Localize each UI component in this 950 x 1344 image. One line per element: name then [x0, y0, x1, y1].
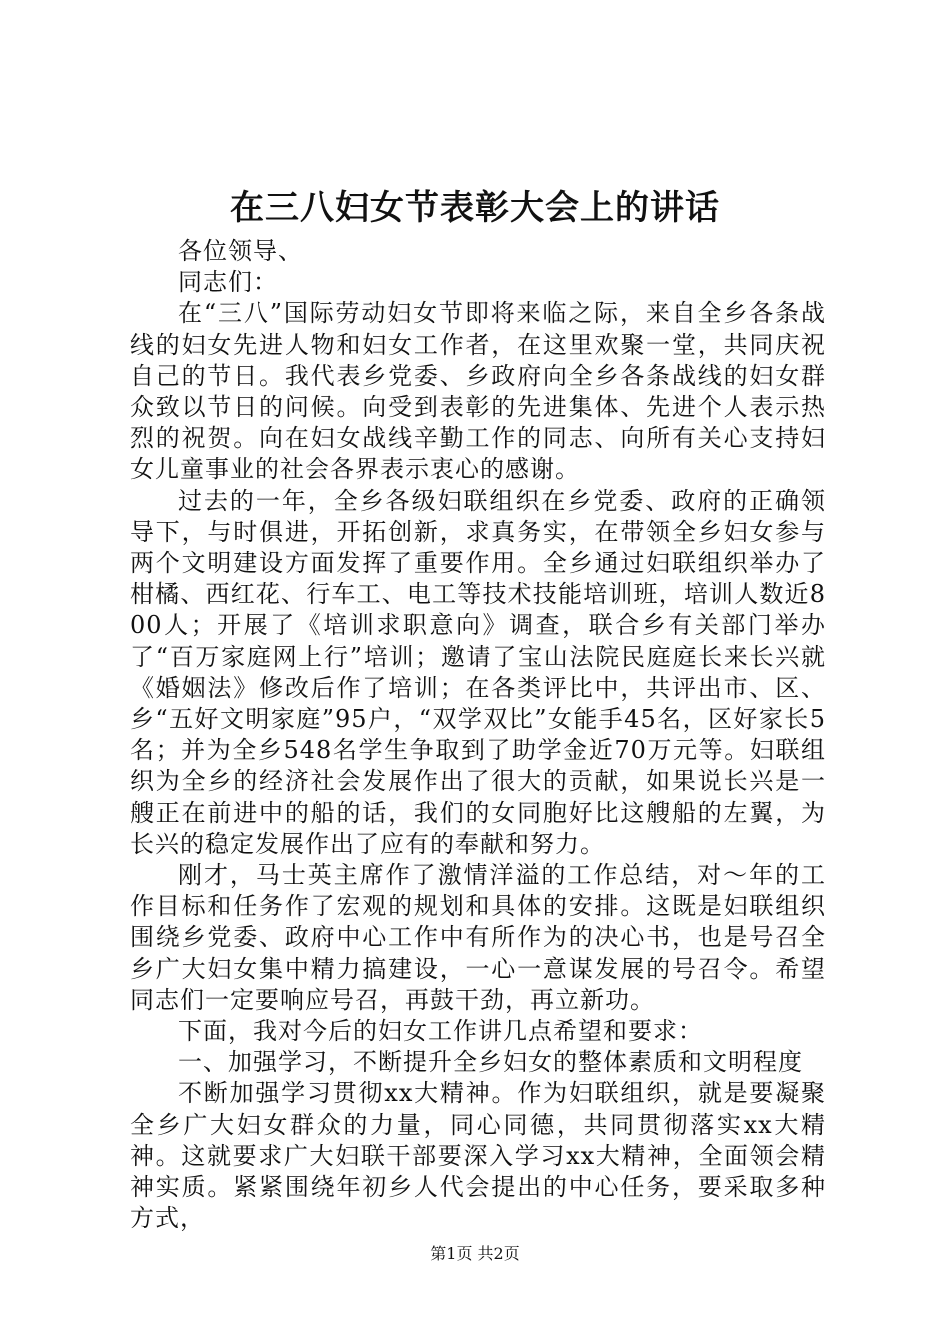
body-paragraph: 下面，我对今后的妇女工作讲几点希望和要求： [178, 1017, 703, 1046]
body-paragraph: 刚才，马士英主席作了激情洋溢的工作总结，对～年的工作目标和任务作了宏观的规划和具体的安排。这既是妇联组织围绕乡党委、政府中心工作中有所作为的决心书，也是号召全乡广大妇女集中精力搞建设，一心一意谋发展的号召令。希望同志们一定要响应号召，再鼓干劲，再立新功。 [130, 861, 826, 1014]
section-heading: 一、加强学习，不断提升全乡妇女的整体素质和文明程度 [178, 1048, 803, 1077]
document-title: 在三八妇女节表彰大会上的讲话 [230, 188, 720, 228]
salutation-line: 各位领导、 [178, 237, 303, 265]
body-paragraph: 过去的一年，全乡各级妇联组织在乡党委、政府的正确领导下，与时俱进，开拓创新，求真务实，在带领全乡妇女参与两个文明建设方面发挥了重要作用。全乡通过妇联组织举办了柑橘、西红花、行车工、电工等技术技能培训班，培训人数近800人；开展了《培训求职意向》调查，联合乡有关部门举办了“百万家庭网上行”培训；邀请了宝山法院民庭庭长来长兴就《婚姻法》修改后作了培训；在各类评比中，共评出市、区、乡“五好文明家庭”95户，“双学双比”女能手45名，区好家长5名；并为全乡548名学生争取到了助学金近70万元等。妇联组织为全乡的经济社会发展作出了很大的贡献，如果说长兴是一艘正在前进中的船的话，我们的女同胞好比这艘船的左翼，为长兴的稳定发展作出了应有的奉献和努力。 [130, 486, 826, 858]
document-body [130, 236, 826, 1235]
page-footer: 第1页 共2页 [430, 1244, 520, 1263]
body-paragraph: 在“三八”国际劳动妇女节即将来临之际，来自全乡各条战线的妇女先进人物和妇女工作者，在这里欢聚一堂，共同庆祝自己的节日。我代表乡党委、乡政府向全乡各条战线的妇女群众致以节日的问候。向受到表彰的先进集体、先进个人表示热烈的祝贺。向在妇女战线辛勤工作的同志、向所有关心支持妇女儿童事业的社会各界表示衷心的感谢。 [130, 299, 826, 484]
body-paragraph: 不断加强学习贯彻xx大精神。作为妇联组织，就是要凝聚全乡广大妇女群众的力量，同心同德，共同贯彻落实xx大精神。这就要求广大妇联干部要深入学习xx大精神，全面领会精神实质。紧紧围绕年初乡人代会提出的中心任务，要采取多种方式， [130, 1079, 826, 1233]
salutation-line: 同志们： [178, 268, 278, 297]
